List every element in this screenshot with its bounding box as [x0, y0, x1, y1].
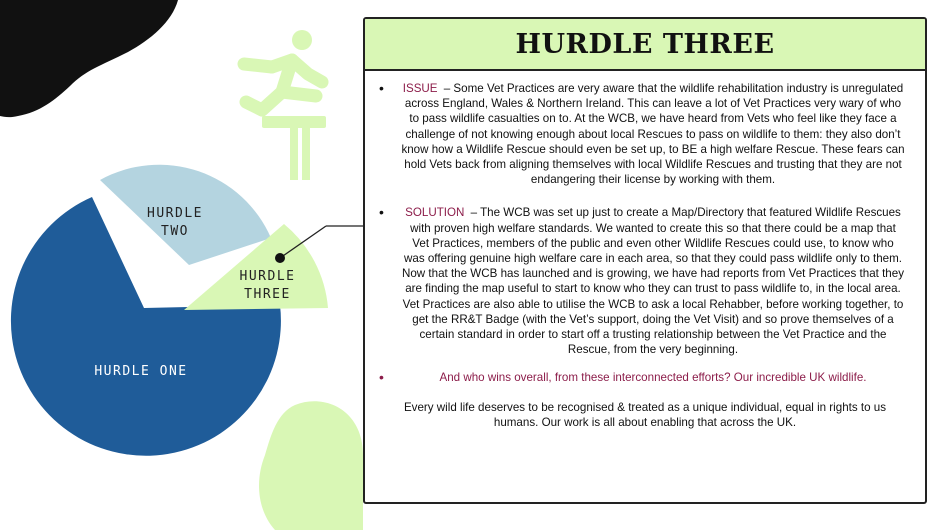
bullet-dot: •	[379, 204, 384, 221]
pie-label-hurdle-one: HURDLE ONE	[94, 364, 188, 379]
solution-key: SOLUTION	[405, 206, 465, 220]
solution-text-block	[401, 205, 905, 357]
issue-text-block	[401, 81, 905, 187]
issue-bullet	[379, 81, 905, 187]
pie-label-hurdle-three: HURDLE THREE	[239, 269, 296, 302]
solution-bullet	[379, 205, 905, 357]
issue-text: – Some Vet Practices are very aware that the wildlife rehabilitation industry is unregulated across England, Wales & Northern Ireland. This can leave a lot of Vet Practices very wary of who to pass wildlife casualties on to. At the WCB, we have heard from Vets who feel like they face a challenge of not knowing enough about local Rescues to pass on wildlife to them: they also don’t know how a Wildlife Rescue should even be set up, to BE a high welfare Rescue. These fears can hold Vets back from aligning themselves with local Wildlife Rescues and trusting that they are not endangering their license by working with them.	[401, 82, 905, 187]
bullet-dot: •	[379, 80, 384, 96]
highlight-text: And who wins overall, from these interconnected efforts? Our incredible UK wildlife.	[439, 371, 867, 385]
hurdle-three-panel	[363, 17, 927, 504]
solution-text: – The WCB was set up just to create a Map/Directory that featured Wildlife Rescues with proven high welfare standards. We wanted to create this so that there could be a map that Vet Practices, members of the public and even other Wildlife Rescues could use, to know who was offering genuine high welfare care in each area, so that they could pass wildlife only to them. Now that the WCB has launched and is growing, we have had reports from Vet Practices that they are finding the map useful to start to know who they can trust to pass wildlife to, in the local area. Vet Practices are also able to utilise the WCB to ask a local Rehabber, before working together, to get the RR&T Badge (with the Vet’s support, doing the Vet Visit) and so prove themselves of a certain standard in order to start off a trusting relationship between the Vet Practice and the Rescue, from the very beginning.	[401, 206, 904, 357]
issue-key: ISSUE	[402, 82, 438, 95]
closing-text: Every wild life deserves to be recognised & treated as a unique individual, equal in rights to us humans. Our work is all about enabling that across the UK.	[403, 400, 887, 429]
dark-blob-decoration	[0, 0, 190, 120]
hurdler-icon	[232, 22, 342, 182]
panel-title: HURDLE THREE	[515, 28, 775, 60]
bullet-dot: •	[379, 369, 384, 386]
panel-header	[365, 19, 925, 71]
panel-body	[365, 71, 925, 430]
pie-label-hurdle-two: HURDLE TWO	[147, 206, 203, 239]
highlight-bullet	[379, 370, 905, 385]
